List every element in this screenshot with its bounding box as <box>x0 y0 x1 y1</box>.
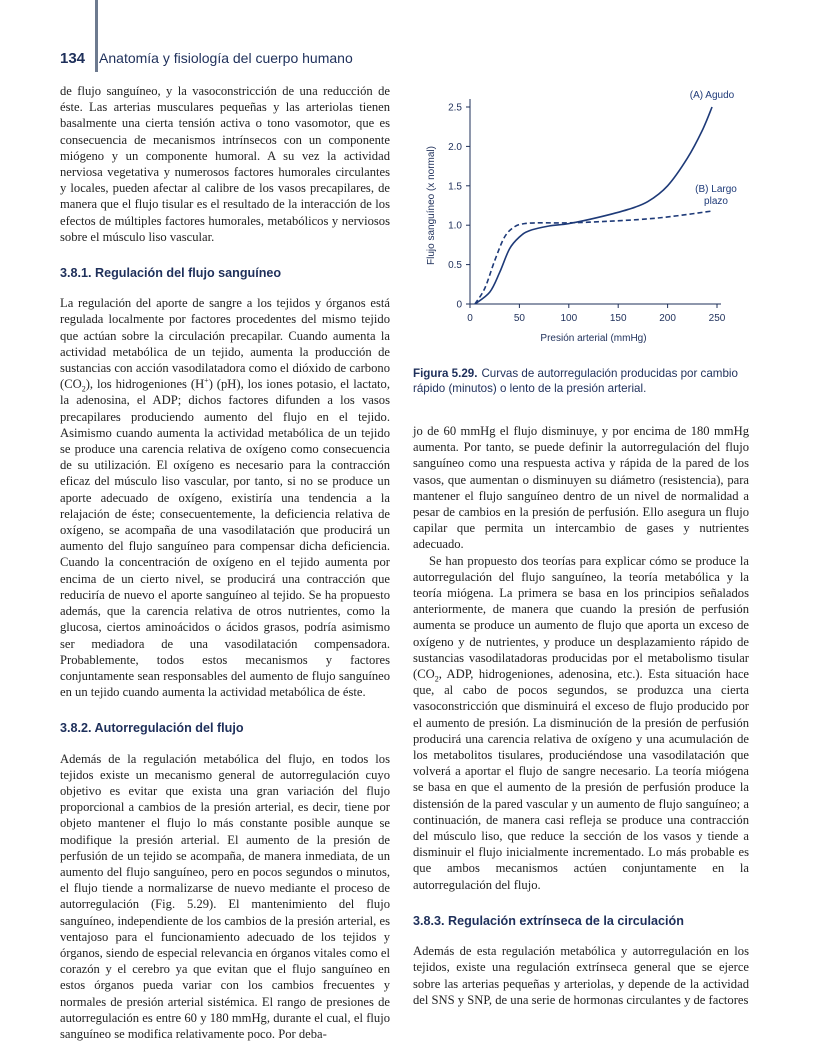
series-label-largo-plazo: (B) Largo <box>695 184 737 195</box>
y-tick-label: 0 <box>456 299 462 311</box>
y-tick-label: 2.0 <box>448 141 462 153</box>
x-tick-label: 50 <box>513 313 525 324</box>
x-tick-label: 250 <box>708 313 726 324</box>
right-column <box>413 423 749 1008</box>
x-tick-label: 0 <box>467 313 473 324</box>
paragraph: Además de la regulación metabólica del flujo, en todos los tejidos existe un mecanismo general de autorregulación cuyo objetivo es evitar que exista una gran variación del flujo proporcional a cambios de la presión arterial, es decir, tiene por objeto mantener el flujo lo más constante posible aunque se modifique la presión arterial. El aumento de la presión de perfusión de un tejido se acompaña, de manera inmediata, de un aumento del flujo sanguíneo, pero en pocos segundos o minutos, el flujo tiende a normalizarse de nuevo mediante el proceso de autorregulación (Fig. 5.29). El mantenimiento del flujo sanguíneo, independiente de los cambios de la presión arterial, es ventajoso para el funcionamiento adecuado de los tejidos y órganos, siendo de especial relevancia en órganos vitales como el corazón y el cerebro ya que evitan que el flujo sanguíneo en estos órganos pueda variar con los cambios frecuentes y normales de presión arterial sistémica. El rango de presiones de autorregulación es entre 60 y 180 mmHg, durante el cual, el flujo sanguíneo se modifica relativamente poco. Por deba- <box>60 751 390 1041</box>
y-tick-label: 1.5 <box>448 181 462 193</box>
y-axis-label: Flujo sanguíneo (x normal) <box>426 146 437 265</box>
y-tick-label: 1.0 <box>448 220 462 232</box>
series-label-agudo: (A) Agudo <box>689 90 735 101</box>
paragraph: La regulación del aporte de sangre a los tejidos y órganos está regulada localmente por factores procedentes del mismo tejido que actúan sobre la circulación precapilar. Cuando aumenta la actividad metabólica de un tejido, aumenta la producción de sustancias con acción vasodilatadora como el dióxido de carbono $(CO_2)$, los hidrogeniones (H+) (pH), los iones potasio, el lactato, la adenosina, el ADP; dichos factores difunden a los vasos precapilares produciendo aumento del flujo en el tejido. Asimismo cuando aumenta la actividad metabólica de un tejido se produce una carencia relativa de oxígeno como consecuencia de su utilización. El oxígeno es necesario para la contracción eficaz del músculo liso vascular, por tanto, si no se produce un aporte adecuado de oxígeno, existiría una tendencia a la relajación de éste; consecuentemente, la deficiencia relativa de oxígeno, se acompaña de una vasodilatación que producirá un aumento del flujo sanguíneo para compensar dicha deficiencia. Cuando la concentración de oxígeno en el tejido aumenta por encima de un cierto nivel, se producirá una contracción que reduciría de nuevo el aporte sanguíneo al tejido. Se ha propuesto además, que la carencia relativa de otros nutrientes, como la glucosa, ciertos aminoácidos o ácidos grasos, podría asimismo ser mediadora de una vasodilatación compensadora. Probablemente, todos estos mecanismos y factores conjuntamente sean responsables del aumento de flujo sanguíneo en un tejido cuando aumenta la actividad metabólica de éste. <box>60 296 390 700</box>
paragraph: de flujo sanguíneo, y la vasoconstricción de una reducción de éste. Las arterias musculares pequeñas y las arteriolas tienen basalmente una cierta tensión activa o tono vasomotor, que es consecuencia de mecanismos intrínsecos con un componente miógeno y un componente humoral. A su vez la actividad nerviosa vegetativa y numerosos factores humorales circulantes y locales, pueden afectar al calibre de los vasos precapilares, de manera que el flujo tisular es el resultado de la interacción de los efectos de múltiples factores humorales, metabólicos y nerviosos sobre el músculo liso vascular. <box>60 84 390 244</box>
page-header <box>60 50 353 67</box>
book-title: Anatomía y fisiología del cuerpo humano <box>99 50 353 66</box>
figure-caption-text: Curvas de autorregulación producidas por cambio rápido (minutos) o lento de la presión arterial. <box>413 367 738 395</box>
section-heading: 3.8.3. Regulación extrínseca de la circulación <box>413 913 684 928</box>
autoregulation-chart <box>420 85 760 365</box>
paragraph: jo de 60 mmHg el flujo disminuye, y por encima de 180 mmHg aumenta. Por tanto, se puede definir la autorregulación del flujo sanguíneo como una respuesta activa y rápida de la pared de los vasos, que aumentan o disminuyen su diámetro (resistencia), para mantener el flujo sanguíneo dentro de un nivel de normalidad a pesar de cambios en la presión de perfusión. Ello asegura un flujo capilar que permita un intercambio de gases y nutrientes adecuado. <box>413 424 749 552</box>
series-line-agudo <box>475 107 712 304</box>
paragraph: Se han propuesto dos teorías para explicar cómo se produce la autorregulación del flujo sanguíneo, la teoría metabólica y la teoría miógena. La primera se basa en los principios señalados anteriormente, de manera que cuando la presión de perfusión aumenta se produce un aumento de flujo que aporta un exceso de oxígeno y de nutrientes, y produce un desplazamiento rápido de sustancias vasodilatadoras producidas por el metabolismo tisular ($CO_2$, ADP, hidrogeniones, adenosina, etc.). Esta situación hace que, al cabo de pocos segundos, se produzca una cierta vasoconstricción que disminuirá el exceso de flujo producido por el aumento de presión. La disminución de la presión de perfusión producirá una carencia relativa de oxígeno y una acumulación de los metabolitos tisulares, produciéndose una vasodilatación que volverá a aportar el flujo de sangre necesario. La teoría miógena se basa en que el aumento de la presión de perfusión produce la distensión de la pared vascular y un aumento de flujo sanguíneo; a continuación, de manera casi refleja se produce una contracción del músculo liso, que reduce la sección de los vasos y tiende a disminuir el flujo inicialmente incrementado. Lo más probable es que ambos mecanismos actúen conjuntamente en la autorregulación del flujo. <box>413 553 749 892</box>
page-number: 134 <box>60 50 86 67</box>
series-label-largo-plazo-2: plazo <box>704 196 728 207</box>
x-axis-label: Presión arterial (mmHg) <box>540 333 647 344</box>
section-heading: 3.8.2. Autorregulación del flujo <box>60 721 244 736</box>
x-tick-label: 150 <box>609 313 627 324</box>
figure-caption <box>413 366 753 396</box>
figure-label: Figura 5.29. <box>413 367 478 380</box>
left-column <box>60 83 390 1042</box>
paragraph: Además de esta regulación metabólica y autorregulación en los tejidos, existe una regulación extrínseca general que se ejerce sobre las arterias pequeñas y arteriolas, y depende de la actividad del SNS y SNP, de una serie de hormonas circulantes y de factores <box>413 944 749 1007</box>
y-tick-label: 0.5 <box>448 260 462 272</box>
x-tick-label: 200 <box>659 313 676 324</box>
y-tick-label: 2.5 <box>448 102 462 114</box>
series-line-largo-plazo <box>475 211 712 304</box>
section-heading: 3.8.1. Regulación del flujo sanguíneo <box>60 266 282 281</box>
x-tick-label: 100 <box>560 313 578 324</box>
